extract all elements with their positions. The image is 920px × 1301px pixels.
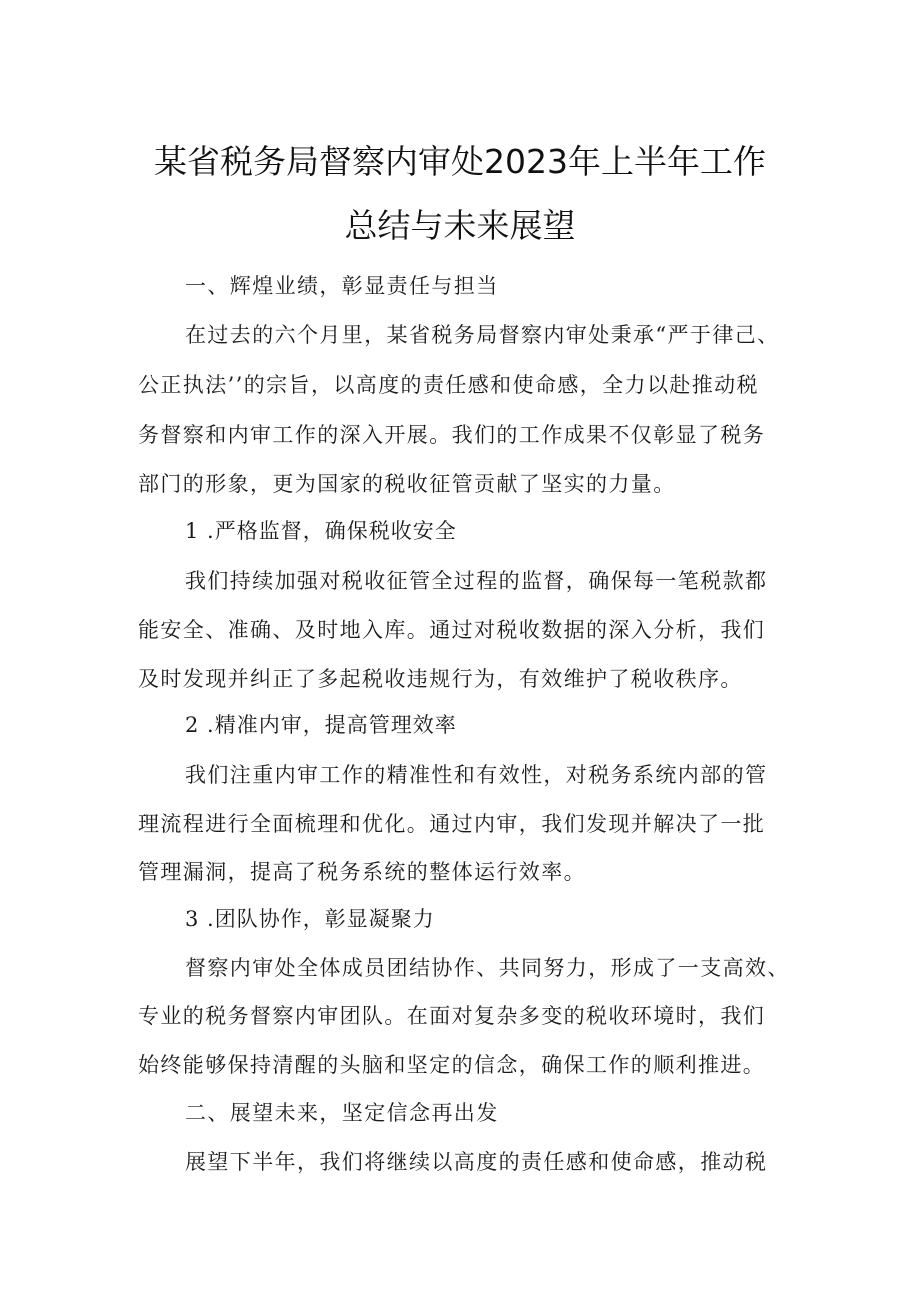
paragraph-line: 始终能够保持清醒的头脑和坚定的信念，确保工作的顺利推进。 [138, 1053, 766, 1077]
paragraph-line: 务督察和内审工作的深入开展。我们的工作成果不仅彰显了税务 [138, 423, 766, 447]
paragraph-line: 我们持续加强对税收征管全过程的监督，确保每一笔税款都 [185, 569, 768, 593]
paragraph-line: 能安全、准确、及时地入库。通过对税收数据的深入分析，我们 [138, 618, 766, 642]
section-heading: 一、辉煌业绩，彰显责任与担当 [185, 274, 499, 298]
section-heading: 二、展望未来，坚定信念再出发 [185, 1101, 499, 1125]
paragraph-line: 专业的税务督察内审团队。在面对复杂多变的税收环境时，我们 [138, 1004, 766, 1028]
document-title-line-2: 总结与未来展望 [344, 206, 576, 245]
paragraph-line: 在过去的六个月里，某省税务局督察内审处秉承“严于律己、 [185, 323, 780, 347]
paragraph-line: 公正执法’’的宗旨，以高度的责任感和使命感，全力以赴推动税 [138, 373, 759, 397]
subsection-heading: 1 .严格监督，确保税收安全 [185, 519, 457, 543]
paragraph-line: 部门的形象，更为国家的税收征管贡献了坚实的力量。 [138, 472, 676, 496]
paragraph-line: 督察内审处全体成员团结协作、共同努力，形成了一支高效、 [185, 956, 790, 980]
document-title-line-1: 某省税务局督察内审处2023年上半年工作 [154, 142, 766, 181]
paragraph-line: 展望下半年，我们将继续以高度的责任感和使命感，推动税 [185, 1150, 768, 1174]
paragraph-line: 及时发现并纠正了多起税收违规行为，有效维护了税收秩序。 [138, 667, 743, 691]
paragraph-line: 理流程进行全面梳理和优化。通过内审，我们发现并解决了一批 [138, 812, 766, 836]
subsection-heading: 2 .精准内审，提高管理效率 [185, 713, 457, 737]
paragraph-line: 我们注重内审工作的精准性和有效性，对税务系统内部的管 [185, 763, 768, 787]
subsection-heading: 3 .团队协作，彰显凝聚力 [185, 907, 435, 931]
paragraph-line: 管理漏洞，提高了税务系统的整体运行效率。 [138, 860, 586, 884]
